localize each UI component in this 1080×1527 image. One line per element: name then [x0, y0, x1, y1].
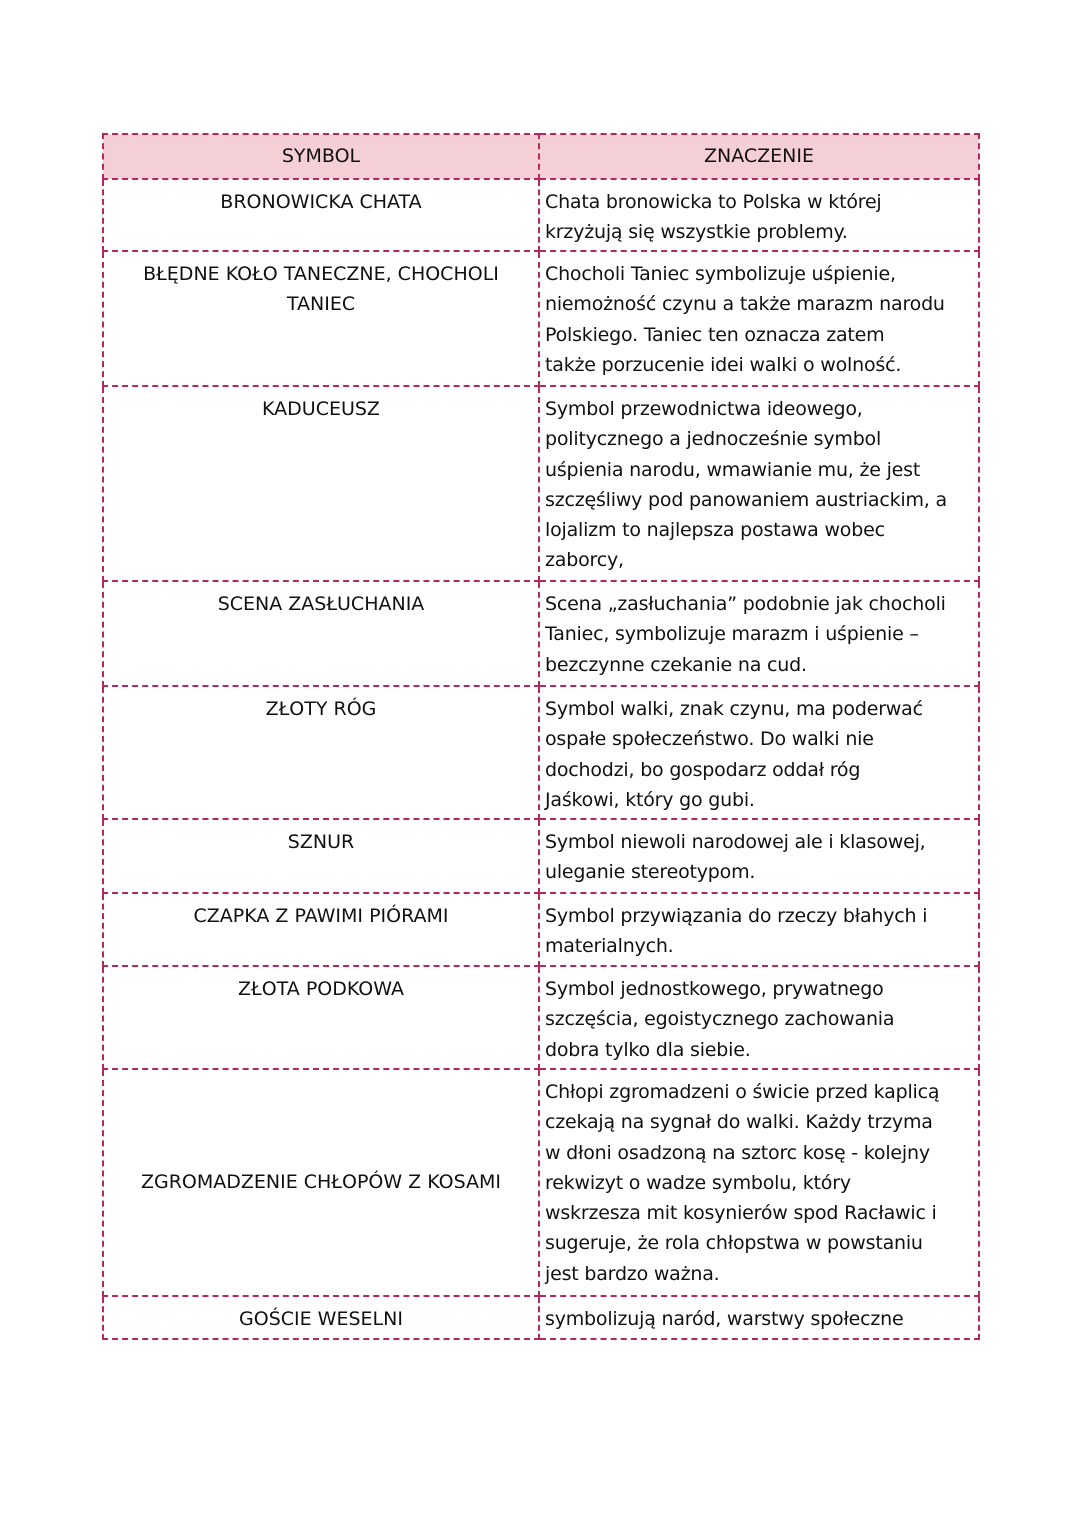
meaning-text: w dłoni osadzoną na sztorc kosę - kolejny	[545, 1141, 930, 1164]
meaning-text: Scena „zasłuchania” podobnie jak chocholi	[545, 593, 946, 615]
meaning-text: rekwizyt o wadze symbolu, który	[545, 1171, 851, 1194]
meaning-cell	[539, 819, 979, 893]
symbol-text: CZAPKA Z PAWIMI PIÓRAMI	[193, 905, 449, 927]
meaning-text: szczęścia, egoistycznego zachowania	[545, 1008, 895, 1031]
meaning-cell	[539, 1296, 979, 1339]
table-row	[103, 386, 979, 581]
symbols-table	[102, 133, 980, 1340]
symbol-text: ZGROMADZENIE CHŁOPÓW Z KOSAMI	[140, 1171, 502, 1194]
symbol-text: ZŁOTA PODKOWA	[238, 978, 404, 1000]
meaning-text: Taniec, symbolizuje marazm i uśpienie –	[545, 623, 919, 646]
meaning-text: szczęśliwy pod panowaniem austriackim, a	[545, 488, 947, 511]
table-row	[103, 893, 979, 966]
meaning-text: materialnych.	[545, 935, 674, 958]
symbol-text: SCENA ZASŁUCHANIA	[217, 593, 425, 615]
meaning-text: czekają na sygnał do walki. Każdy trzyma	[545, 1111, 933, 1134]
meaning-text: Symbol walki, znak czynu, ma poderwać	[545, 698, 923, 720]
meaning-text: Chocholi Taniec symbolizuje uśpienie,	[545, 263, 896, 285]
meaning-cell	[539, 179, 979, 251]
table-row	[103, 966, 979, 1069]
symbol-text: TANIEC	[286, 293, 356, 316]
meaning-cell	[539, 686, 979, 819]
meaning-text: ospałe społeczeństwo. Do walki nie	[545, 728, 874, 751]
symbol-text: BŁĘDNE KOŁO TANECZNE, CHOCHOLI	[143, 263, 499, 285]
meaning-text: zaborcy,	[545, 549, 624, 572]
meaning-text: Chłopi zgromadzeni o świcie przed kaplicą	[545, 1081, 940, 1103]
table-row	[103, 581, 979, 686]
table-row	[103, 1069, 979, 1296]
meaning-text: Symbol przewodnictwa ideowego,	[545, 398, 863, 420]
meaning-text: dobra tylko dla siebie.	[545, 1038, 751, 1061]
symbol-text: BRONOWICKA CHATA	[220, 191, 422, 213]
meaning-text: niemożność czynu a także marazm narodu	[545, 293, 945, 316]
meaning-cell	[539, 251, 979, 386]
header-symbol: SYMBOL	[103, 134, 539, 179]
table-row	[103, 819, 979, 893]
symbol-cell	[103, 251, 539, 386]
symbol-cell	[103, 686, 539, 819]
meaning-text: jest bardzo ważna.	[545, 1262, 720, 1285]
symbol-cell	[103, 179, 539, 251]
symbol-text: SZNUR	[287, 831, 355, 853]
meaning-cell	[539, 581, 979, 686]
table-row	[103, 1296, 979, 1339]
meaning-cell	[539, 1069, 979, 1296]
meaning-text: Symbol niewoli narodowej ale i klasowej,	[545, 831, 926, 853]
meaning-cell	[539, 386, 979, 581]
symbol-text: KADUCEUSZ	[262, 398, 380, 420]
symbol-text: GOŚCIE WESELNI	[239, 1308, 403, 1330]
meaning-text: sugeruje, że rola chłopstwa w powstaniu	[545, 1232, 923, 1255]
meaning-text: krzyżują się wszystkie problemy.	[545, 221, 848, 244]
meaning-text: politycznego a jednocześnie symbol	[545, 428, 882, 451]
meaning-text: Chata bronowicka to Polska w której	[545, 191, 882, 213]
meaning-text: uleganie stereotypom.	[545, 861, 756, 884]
symbol-cell	[103, 819, 539, 893]
meaning-text: także porzucenie idei walki o wolność.	[545, 353, 902, 376]
meaning-text: bezczynne czekanie na cud.	[545, 653, 807, 676]
meaning-text: Symbol przywiązania do rzeczy błahych i	[545, 905, 928, 927]
meaning-text: Symbol jednostkowego, prywatnego	[545, 978, 884, 1000]
symbol-text: ZŁOTY RÓG	[265, 698, 377, 720]
symbol-cell	[103, 893, 539, 966]
symbol-cell	[103, 1296, 539, 1339]
table-header-row	[103, 134, 979, 179]
meaning-text: lojalizm to najlepsza postawa wobec	[545, 519, 885, 542]
meaning-text: uśpienia narodu, wmawianie mu, że jest	[545, 458, 921, 481]
symbol-cell	[103, 1069, 539, 1296]
table-row	[103, 251, 979, 386]
symbol-cell	[103, 386, 539, 581]
meaning-text: Jaśkowi, który go gubi.	[545, 788, 755, 811]
header-meaning: ZNACZENIE	[539, 134, 979, 179]
meaning-text: dochodzi, bo gospodarz oddał róg	[545, 758, 861, 781]
symbol-cell	[103, 966, 539, 1069]
meaning-text: symbolizują naród, warstwy społeczne	[545, 1308, 904, 1330]
meaning-cell	[539, 966, 979, 1069]
meaning-cell	[539, 893, 979, 966]
table-row	[103, 686, 979, 819]
meaning-text: Polskiego. Taniec ten oznacza zatem	[545, 323, 885, 346]
meaning-text: wskrzesza mit kosynierów spod Racławic i	[545, 1202, 937, 1225]
table-row	[103, 179, 979, 251]
symbol-cell	[103, 581, 539, 686]
